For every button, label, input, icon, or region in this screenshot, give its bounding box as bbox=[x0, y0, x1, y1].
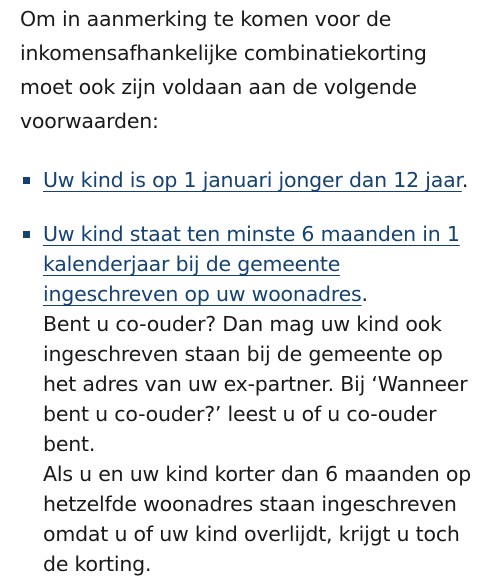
link-suffix: . bbox=[461, 168, 469, 192]
intro-text: Om in aanmerking te komen voor de inkomensafhankelijke combinatiekorting moet ook zijn voldaan aan de volgende voorwaarden: bbox=[20, 7, 427, 133]
co-parent-note: Bent u co-ouder? Dan mag uw kind ook ingeschreven staan bij de gemeente op het adres van uw ex-partner. Bij ‘Wanneer bent u co-ouder?’ leest u of u co-ouder bent. bbox=[43, 312, 468, 456]
bullet-icon bbox=[23, 231, 30, 238]
link-suffix: . bbox=[361, 282, 368, 306]
list-item bbox=[20, 219, 481, 579]
condition-link-age[interactable]: Uw kind is op 1 januari jonger dan 12 jaar bbox=[43, 168, 462, 192]
conditions-list bbox=[20, 165, 481, 579]
bullet-icon bbox=[23, 177, 30, 184]
list-item bbox=[20, 165, 481, 195]
condition-link-registration[interactable]: Uw kind staat ten minste 6 maanden in 1 kalenderjaar bij de gemeente ingeschreven op uw woonadres bbox=[43, 222, 460, 306]
deceased-note: Als u en uw kind korter dan 6 maanden op hetzelfde woonadres staan ingeschreven omdat u of uw kind overlijdt, krijgt u toch de korting. bbox=[43, 462, 472, 576]
